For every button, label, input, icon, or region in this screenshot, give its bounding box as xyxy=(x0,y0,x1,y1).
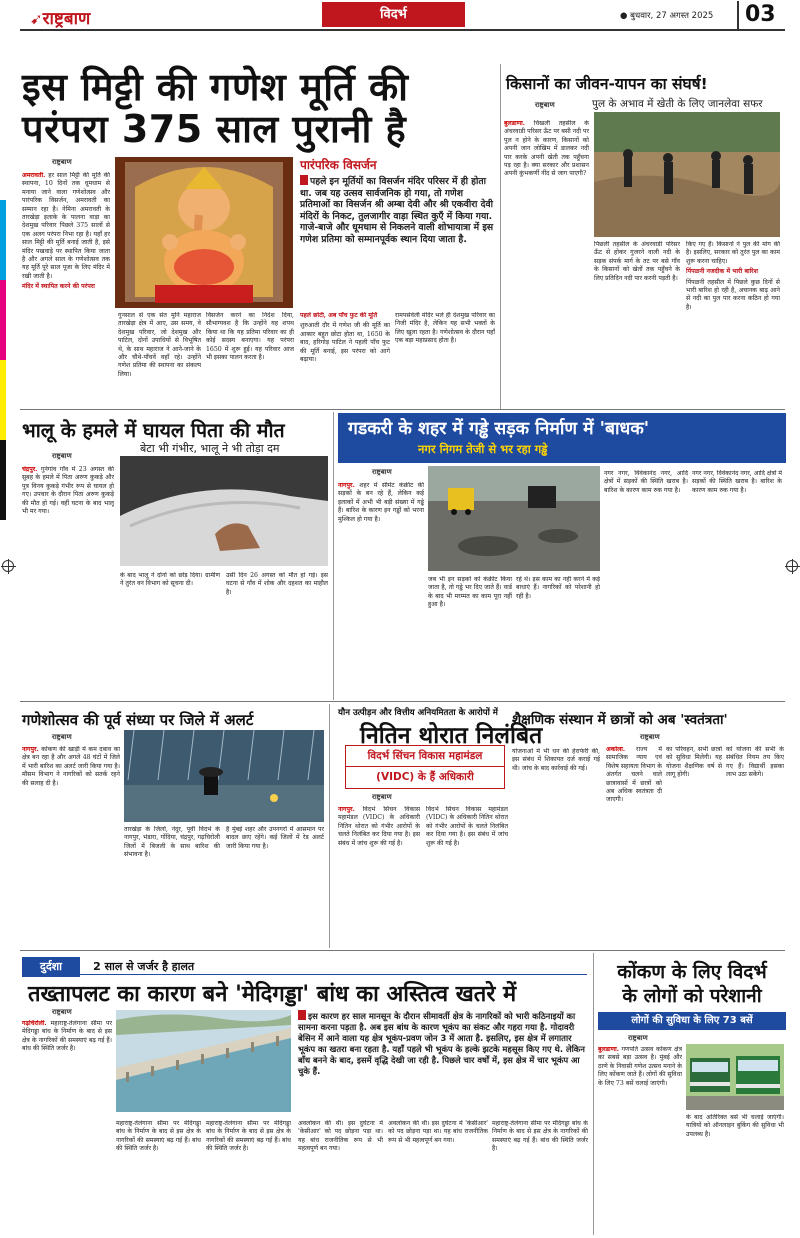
lead-headline-line-1: इस मिट्टी की गणेश मूर्ति की xyxy=(22,65,409,109)
quote-mark-icon xyxy=(298,1010,306,1020)
farmers-headline: किसानों का जीवन-यापन का संघर्ष! xyxy=(506,75,708,93)
durdasha-column-3: महाराष्ट्र-तेलंगाना सीमा पर मेदिगड्डा बांध के निर्माण के बाद से इस क्षेत्र के नागरिकों की समस्याएं बढ़ गई हैं। बांध की स्थिति जर्जर है। xyxy=(206,1120,291,1153)
education-column-3: को योजना की सभी के संबंधित नियम तय किए गए हैं। विद्यार्थी इसका लाभ उठा सकेंगे। xyxy=(726,746,784,779)
education-column-2: का परिवहन, सभी छात्रों को सुविधा मिलेगी। यह योजना शैक्षणिक वर्ष से लागू होगी। xyxy=(666,746,722,779)
durdasha-label: दुर्दशा xyxy=(22,957,80,977)
bear-byline: राष्ट्रबाण xyxy=(52,452,72,460)
durdasha-column-5: अवलोकन की थी। इस दुर्घटना में 'केसीआर' को पद छोड़ना पड़ा था। यह बांध राजनीतिक रूप से भी महत्वपूर्ण बन गया। xyxy=(388,1120,488,1144)
lead-column-5: रामपसेवेली मंदिर भले ही देशमुख परिवार का निजी मंदिर है, लेकिन यह सभी भक्तों के लिए खुला रहता है। गणेशोत्सव के दौरान यहाँ एक बड़ा महाप्रसाद होता है। xyxy=(395,312,495,345)
durdasha-strap xyxy=(22,955,587,975)
ganesh-idol-photo xyxy=(115,157,293,308)
bus-icon xyxy=(686,1044,784,1110)
farmers-byline: राष्ट्रबाण xyxy=(535,101,555,109)
gadkari-banner xyxy=(338,413,786,463)
lead-headline-line-2: परंपरा 375 साल पुरानी है xyxy=(22,107,407,151)
gadkari-subhead: नगर निगम तेजी से भर रहा गड्ढे xyxy=(418,442,548,456)
registration-mark-icon xyxy=(2,560,14,572)
thorat-column-1: नागपुर. विदर्भ सिंचन विकास महामंडल (VIDC) के अधिकारी नितिन थोरात को गंभीर आरोपों के चलते निलंबित कर दिया गया है। इस संबंध में जांच शुरू की गई है। xyxy=(338,806,420,847)
durdasha-column-4: अवलोकन की थी। इस दुर्घटना में 'केसीआर' को पद छोड़ना पड़ा था। यह बांध राजनीतिक रूप से भी महत्वपूर्ण बन गया। xyxy=(298,1120,383,1153)
lead-column-1: अमरावती. हर साल मिट्टी की मूर्ति की स्थापना, 10 दिनों तक धूमधाम से मनाया जाने वाला गणेशोत्सव और पारंपरिक विसर्जन, अमरावती का सम्मान रहा है। नेमिना अमरावती के तारखेड़ा इलाके के पालना वाड़ा का देशमुख परिवार पिछले 375 सालों से एक अलग परंपरा निभा रहा है। यहाँ हर साल मिट्टी की मूर्ति बनाई जाती है, इसे मंदिर पखवाड़े पर स्थापित किया जाता है और अगले साल के गणेशोत्सव तक यह मूर्ति पूरे साल पूजा के लिए मंदिर में रखी जाती है। मंदिर में स्थापित करने की परंपरा xyxy=(22,172,110,291)
brand-logo xyxy=(30,6,90,28)
date-line xyxy=(620,10,713,21)
logo-arrow-icon: ➹ xyxy=(30,10,43,28)
bear-headline: भालू के हमले में घायल पिता की मौत xyxy=(22,419,285,442)
durdasha-column-1: गढ़चिरोली. महाराष्ट्र-तेलंगाना सीमा पर मेदिगड्डा बांध के निर्माण के बाद से इस क्षेत्र के नागरिकों की समस्याएं बढ़ गई हैं। बांध की स्थिति जर्जर है। xyxy=(22,1020,112,1053)
dam-icon xyxy=(116,1010,291,1112)
dam-photo xyxy=(116,1010,291,1112)
color-bar xyxy=(0,360,6,440)
alert-byline: राष्ट्रबाण xyxy=(52,733,72,741)
lead-column-4: पहले छोटी, अब पाँच फुट की मूर्ति शुरुआती दौर में गणेश जी की मूर्ति का आकार बहुत छोटा होता था, 1650 के बाद, हरिगोड़ पाटिल ने पहली पाँच फुट की मूर्ति बनाई, इस परंपरा को आगे बढ़ाया। xyxy=(300,312,390,364)
bear-attack-photo xyxy=(120,456,328,566)
page-number: 03 xyxy=(737,1,776,29)
rain-street-icon xyxy=(124,730,324,822)
river-crossing-photo xyxy=(594,112,780,237)
issue-date: बुधवार, 27 अगस्त 2025 xyxy=(630,11,714,21)
thorat-column-3: योजनाओं में भी धन की हेराफेरी की, इस संबंध में शिकायत दर्ज कराई गई थी। जांच के बाद कार्रवाई की गई। xyxy=(512,748,600,772)
thorat-kicker: यौन उत्पीड़न और वित्तीय अनियमितता के आरोपों में xyxy=(338,708,498,718)
river-crossing-icon xyxy=(594,112,780,237)
konkan-column-2: के बाद अतिरिक्त बसें भी चलाई जाएंगी। यात्रियों को ऑनलाइन बुकिंग की सुविधा भी उपलब्ध है। xyxy=(686,1114,784,1138)
gadkari-column-1: नागपुर. शहर में सीमेंट कंक्रीट की सड़कों के बन रहे हैं, लेकिन कई इलाकों में अभी भी बड़ी संख्या में गड्ढे हैं। बारिश के कारण इन गड्ढों को भरना मुश्किल हो गया है। xyxy=(338,482,424,523)
color-bar xyxy=(0,440,6,520)
durdasha-strap-text: 2 साल से जर्जर है हालत xyxy=(93,960,195,973)
rain-street-photo xyxy=(124,730,324,822)
konkan-strap: लोगों की सुविधा के लिए 73 बसें xyxy=(598,1012,786,1030)
education-headline: शैक्षणिक संस्थान में छात्रों को अब 'स्वतंत्रता' xyxy=(512,712,728,728)
section-tab xyxy=(322,2,465,27)
durdasha-column-6: महाराष्ट्र-तेलंगाना सीमा पर मेदिगड्डा बांध के निर्माण के बाद से इस क्षेत्र के नागरिकों की समस्याएं बढ़ गई हैं। बांध की स्थिति जर्जर है। xyxy=(492,1120,588,1153)
pothole-road-icon xyxy=(428,466,600,571)
gadkari-byline: राष्ट्रबाण xyxy=(372,468,392,476)
pothole-road-photo xyxy=(428,466,600,571)
farmers-column-2: पिछली तहसील के अंचरवाडी परिसर ऊँट से होकर गुजरने वाली नदी के सड़क संपर्क मार्ग के तट पर बसे गाँव के किसानों को खेतों तक पहुँचने के लिए प्रतिदिन नदी पार करनी पड़ती है। xyxy=(594,241,680,282)
bear-column-2: के बाद भालू ने दोनों को छोड़ दिया। ग्रामीण ने तुरंत वन विभाग को सूचना दी। xyxy=(120,572,220,588)
gadkari-column-5: नगर नगर, विवेकानंद नगर, आदि क्षेत्रों में सड़कों की स्थिति खराब है। बारिश के कारण काम रुक गया है। xyxy=(692,470,782,494)
section-name: विदर्भ xyxy=(380,7,407,22)
thorat-subhead: विदर्भ सिंचन विकास महामंडल (VIDC) के हैं अधिकारी xyxy=(345,745,505,789)
farmers-column-3: किए गए हैं। किसानों ने पुल की मांग की है। इसलिए, सरकार को तुरंत पुल का काम शुरू करना चाहिए। पिंपळनी नजदीक में भारी बारिश पिंपळनी तहसील में पिछले कुछ दिनों से भारी बारिश हो रही है, अचानक बाढ़ आने से नदी का पुल पार करना कठिन हो गया है। xyxy=(686,241,780,311)
registration-mark-icon xyxy=(786,560,798,572)
gadkari-column-4: नगर नगर, विवेकानंद नगर, आदि क्षेत्रों में सड़कों की स्थिति खराब है। बारिश के कारण काम रुक गया है। xyxy=(604,470,688,494)
covered-body-icon xyxy=(120,456,328,566)
konkan-column-1: बुलडाणा. गणपति उत्सव कोंकण क्षेत्र का सबसे बड़ा उत्सव है। मुंबई और ठाणे के निवासी गणेश उत्सव मनाने के लिए कोंकण जाते हैं। लोगों की सुविधा के लिए 73 बसें चलाई जाएंगी। xyxy=(598,1046,682,1087)
durdasha-column-2: महाराष्ट्र-तेलंगाना सीमा पर मेदिगड्डा बांध के निर्माण के बाद से इस क्षेत्र के नागरिकों की समस्याएं बढ़ गई हैं। बांध की स्थिति जर्जर है। xyxy=(116,1120,201,1153)
durdasha-headline: तख्तापलट का कारण बने 'मेदिगड्डा' बांध का अस्तित्व खतरे में xyxy=(28,982,517,1007)
gadkari-column-2: जब भी इन सड़कों को कंक्रीट किया जाता है, तो गड्ढे भर दिए जाते हैं। वार्ड के बाद भी मरम्मत का काम पूरा नहीं हुआ है। xyxy=(428,576,512,609)
visarjan-box xyxy=(300,158,495,306)
durdasha-quote: इस कारण हर साल मानसून के दौरान सीमावर्ती क्षेत्र के नागरिकों को भारी कठिनाइयों का सामना करना पड़ता है. अब इस बांध के कारण भूकंप का संकट और गहरा गया है. गोदावरी बेसिन में आने वाला यह क्षेत्र भूकंप-प्रवण जोन 3 में आता है. इसलिए, इस क्षेत्र में लगातार भूकंप का खतरा बना रहता है. यहाँ पहले भी भूकंप के हल्के झटके महसूस किए गए थे. लेकिन बाँध बनने के बाद, इसमें वृद्धि देखी जा रही है. पिछले चार वर्षों में, इस क्षेत्र में चार भूकंप आ चुके हैं. xyxy=(298,1011,585,1076)
farmers-subhead: पुल के अभाव में खेती के लिए जानलेवा सफर xyxy=(592,98,763,110)
bear-column-3: उसी दिन 26 अगस्त को मौत हो गई। इस घटना से गाँव में शोक और दहशत का माहौल है। xyxy=(226,572,328,596)
alert-column-2: तारखेड़ा के जिलों, नंदुर, पूर्वी विदर्भ के नागपुर, भंडारा, गोंदिया, चंद्रपुर, गढ़चिरोली जिलों में बिजली के साथ बारिश की संभावना है। xyxy=(124,826,220,859)
color-bar xyxy=(0,200,6,280)
lead-column-3: विसर्जन करने का निर्देश दिया, सौभाग्यवश है कि उन्होंने यह शपथ किया था कि यह प्रतिमा परिवार का ही कोई सदस्य बनाएगा। यह परंपरा 1650 में शुरू हुई। यह परिवार आज भी इसका पालन करता है। xyxy=(206,312,294,362)
lead-headline xyxy=(22,66,492,150)
bear-subhead: बेटा भी गंभीर, भालू ने भी तोड़ा दम xyxy=(140,442,280,455)
konkan-byline: राष्ट्रबाण xyxy=(628,1034,648,1042)
color-bar xyxy=(0,280,6,360)
dot-icon: ● xyxy=(620,11,628,21)
alert-headline: गणेशोत्सव की पूर्व संध्या पर जिले में अलर्ट xyxy=(22,711,254,729)
visarjan-title: पारंपरिक विसर्जन xyxy=(300,158,377,172)
masthead-rule xyxy=(20,29,785,31)
konkan-headline: कोंकण के लिए विदर्भ के लोगों को परेशानी xyxy=(617,961,767,1007)
education-byline: राष्ट्रबाण xyxy=(640,733,660,741)
alert-column-1: नागपुर. कोंकण की खाड़ी में कम दबाव का क्षेत्र बन रहा है और अगले 48 घंटों में जिले में भारी बारिश का अलर्ट जारी किया गया है। मौसम विभाग ने नागरिकों को सतर्क रहने की सलाह दी है। xyxy=(22,746,120,787)
thorat-headline: नितिन थोरात निलंबित xyxy=(360,723,543,749)
lead-byline: राष्ट्रबाण xyxy=(52,158,72,166)
thorat-byline: राष्ट्रबाण xyxy=(372,793,392,801)
visarjan-text: पहले इन मूर्तियों का विसर्जन मंदिर परिसर में ही होता था. जब यह उत्सव सार्वजनिक हो गया, तो गणेश प्रतिमाओं का विसर्जन श्री अम्बा देवी और श्री एकवीरा देवी मंदिरों के निकट, तुलजागीर वाड़ा स्थित कुएँ में किया गया. गाजे-बाजे और धूमधाम से निकलने वाली शोभायात्रा में इस गणेश प्रतिमा को सम्मानपूर्वक स्थान दिया जाता है. xyxy=(300,176,494,245)
gadkari-headline: गडकरी के शहर में गड्ढे सड़क निर्माण में 'बाधक' xyxy=(348,419,650,439)
gadkari-column-3: रहे थे। इस काम का नहीं करने में कई बाधाएं हैं। नागरिकों को परेशानी हो रही है। xyxy=(516,576,600,600)
masthead xyxy=(0,0,800,58)
brand-name: राष्ट्रबाण xyxy=(42,9,91,29)
education-column-1: अकोला. राज्य में सामाजिक न्याय एवं विशेष सहायता विभाग के अंतर्गत चलने वाले छात्रावासों में छात्रों को अब अधिक स्वतंत्रता दी जाएगी। xyxy=(606,746,662,804)
lead-column-2: गुनसाल से एक संत मुनि महाराज तारखेड़ा क्षेत्र में आए, उस समय, वे देशमुख परिवार, जो देशमुख और पाटिल, दोनों उपाधियों से विभूषित थे, के साथ महाराज ने आने-जाने के और चौथे-पाँचवें वहाँ रहे। उन्होंने गणेश प्रतिमा की स्थापना का संकल्प लिया। xyxy=(118,312,201,378)
quote-mark-icon xyxy=(300,175,308,185)
bear-column-1: चंद्रपुर. गुनेगांव गाँव में 23 अगस्त की सुबह के हमले में पिता अरुण कुकड़े और पुत्र विनय कुकड़े गंभीर रूप से घायल हो गए। उपचार के दौरान पिता अरुण कुकड़े की मौत हो गई। वहीं घटना के बाद भालू भी मर गया। xyxy=(22,466,114,516)
ganesh-idol-icon xyxy=(115,157,293,308)
alert-column-3: है मुंबई शहर और उपनगरों में आसमान पर बादल छाए रहेंगे। कई जिलों में रेड अलर्ट जारी किया गया है। xyxy=(226,826,324,850)
thorat-column-2: विदर्भ सिंचन विकास महामंडल (VIDC) के अधिकारी नितिन थोरात को गंभीर आरोपों के चलते निलंबित कर दिया गया है। इस संबंध में जांच शुरू की गई है। xyxy=(426,806,508,847)
durdasha-byline: राष्ट्रबाण xyxy=(52,1008,72,1016)
buses-photo xyxy=(686,1044,784,1110)
farmers-column-1: बुलडाणा. चिखली तहसील के अंचरवाडी परिसर ऊँट पर बसी नदी पर पुल न होने के कारण, किसानों को अपनी जान जोखिम में डालकर नदी पार करके अपनी खेती तक पहुँचना पड़ रहा है। क्या सरकार और प्रशासन अपनी कुंभकर्णी नींद से जाग पाएगी? xyxy=(504,120,589,178)
